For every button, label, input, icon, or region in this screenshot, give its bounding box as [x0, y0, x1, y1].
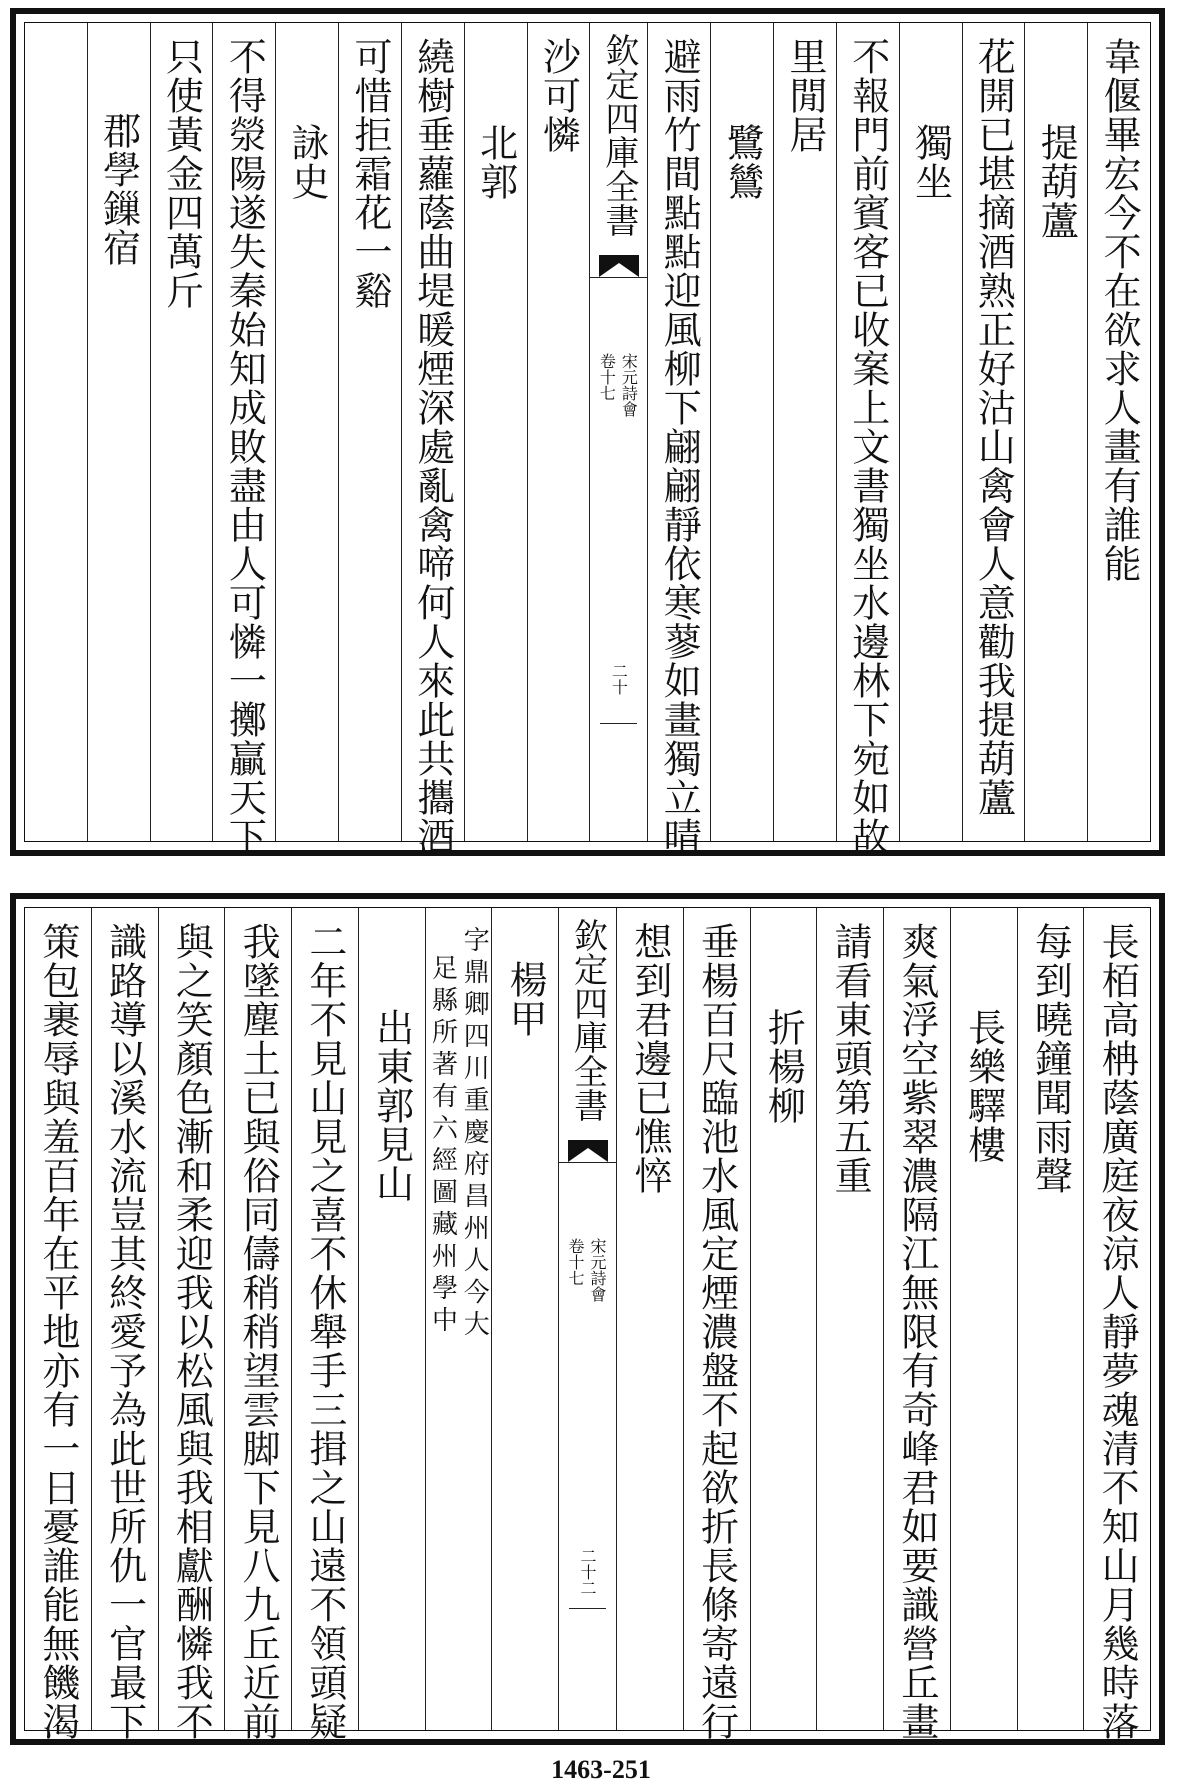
- verse-line: 可惜拒霜花一谿: [347, 37, 392, 310]
- text-column: [1017, 908, 1084, 1730]
- margin-book-title: 宋元詩會: [588, 1238, 607, 1302]
- poem-title-column: [750, 908, 817, 1730]
- verse-line: 只使黃金四萬斤: [159, 37, 204, 310]
- poem-title-column: [710, 23, 773, 841]
- text-column: [150, 23, 213, 841]
- poem-title-column: [275, 23, 338, 841]
- verse-line: 每到曉鐘聞雨聲: [1028, 922, 1073, 1195]
- text-column: [401, 23, 464, 856]
- margin-page-number: 二十二: [578, 1548, 597, 1596]
- fishtail-mark: [599, 255, 639, 277]
- poem-title-column: [491, 908, 558, 1730]
- text-column: [158, 908, 225, 1741]
- margin-volume: 卷十七: [597, 353, 617, 401]
- text-column: [883, 908, 950, 1741]
- verse-line: 爽氣浮空紫翠濃隔江無限有奇峰君如要識營丘畫: [894, 922, 939, 1741]
- verse-line: 想到君邊已憔悴: [627, 922, 672, 1195]
- text-column: [962, 23, 1025, 841]
- poem-title: 詠史: [285, 123, 330, 201]
- top-page-columns: [24, 22, 1151, 856]
- top-page: [10, 8, 1165, 856]
- verse-line: 策包裹辱與羞百年在平地亦有一日憂誰能無饑渴: [35, 922, 80, 1741]
- text-column: [212, 23, 275, 856]
- text-column: [291, 908, 358, 1741]
- verse-line: 長栢高柟蔭廣庭夜涼人靜夢魂清不知山月幾時落: [1095, 922, 1140, 1741]
- text-column: [1083, 908, 1150, 1741]
- text-column: [816, 908, 883, 1730]
- verse-line: 花開已堪摘酒熟正好沽山禽會人意勸我提葫蘆: [971, 37, 1016, 817]
- text-column: [683, 908, 750, 1741]
- poem-title: 楊甲: [503, 960, 548, 1038]
- verse-line: 不得滎陽遂失秦始知成敗盡由人可憐一擲贏天下: [222, 37, 267, 856]
- verse-line: 繞樹垂蘿蔭曲堤暖煙深處亂禽啼何人來此共攜酒: [410, 37, 455, 856]
- poem-title: 鷺鷥: [720, 123, 765, 201]
- poem-title: 長樂驛樓: [961, 1008, 1006, 1164]
- fishtail-mark: [568, 1140, 608, 1162]
- text-column: [1087, 23, 1150, 841]
- text-column: [647, 23, 710, 856]
- text-column: [25, 908, 91, 1741]
- margin-title: 欽定四庫全書: [598, 33, 639, 237]
- verse-line: 不報門前賓客已收案上文書獨坐水邊林下宛如故: [845, 37, 890, 856]
- margin-column: [558, 908, 616, 1730]
- text-column: [773, 23, 836, 841]
- author-note: [425, 908, 492, 1730]
- margin-volume: 卷十七: [566, 1238, 585, 1286]
- poem-title: 獨坐: [908, 123, 953, 201]
- poem-title: 提葫蘆: [1034, 123, 1079, 240]
- poem-title-column: [464, 23, 527, 841]
- text-column: [338, 23, 401, 841]
- verse-line: 避雨竹間點點迎風柳下翩翩靜依寒蓼如畫獨立晴: [657, 37, 702, 856]
- poem-title-column: [950, 908, 1017, 1730]
- margin-book-title: 宋元詩會: [619, 353, 639, 417]
- verse-line: 識路導以溪水流豈其終愛予為此世所仇一官最下: [102, 922, 147, 1741]
- poem-title-column: [87, 23, 150, 841]
- text-column: [616, 908, 683, 1730]
- poem-title-column: [1024, 23, 1087, 841]
- text-column: [836, 23, 899, 856]
- text-column: [91, 908, 158, 1741]
- poem-title: 郡學鏁宿: [96, 111, 141, 267]
- bottom-page-columns: [24, 907, 1151, 1741]
- verse-line: 請看東頭第五重: [828, 922, 873, 1195]
- verse-line: 韋偃畢宏今不在欲求人畫有誰能: [1097, 37, 1142, 583]
- poem-title: 折楊柳: [761, 1008, 806, 1125]
- verse-line: 與之笑顏色漸和柔迎我以松風與我相獻酬憐我不: [169, 922, 214, 1741]
- note-line: 足縣所著有六經圖藏州學中: [427, 954, 458, 1338]
- note-line: 字鼎卿四川重慶府昌州人今大: [459, 926, 490, 1342]
- margin-column: [589, 23, 647, 841]
- page-number: 1463-251: [551, 1755, 651, 1784]
- poem-title: 北郭: [473, 123, 518, 201]
- verse-line: 里閒居: [782, 37, 827, 154]
- margin-title: 欽定四庫全書: [567, 918, 608, 1122]
- margin-page-number: 二十: [609, 663, 629, 695]
- text-column: [224, 908, 291, 1741]
- verse-line: 二年不見山見之喜不休舉手三揖之山遠不領頭疑: [302, 922, 347, 1741]
- text-column: [25, 23, 87, 841]
- bottom-page: [10, 893, 1165, 1745]
- text-column: [527, 23, 590, 841]
- poem-title-column: [899, 23, 962, 841]
- verse-line: 我墜塵土已與俗同儔稍稍望雲脚下見八九丘近前: [236, 922, 281, 1741]
- verse-line: 沙可憐: [536, 37, 581, 154]
- poem-title: 出東郭見山: [369, 1008, 414, 1203]
- verse-line: 垂楊百尺臨池水風定煙濃盤不起欲折長條寄遠行: [694, 922, 739, 1741]
- poem-title-column: [358, 908, 425, 1730]
